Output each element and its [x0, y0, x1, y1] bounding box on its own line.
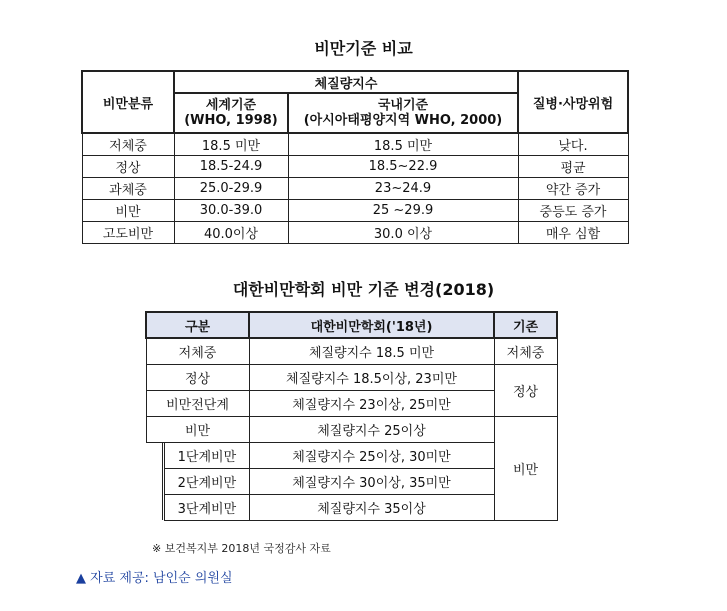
source-note: ※ 보건복지부 2018년 국정감사 자료 [152, 542, 331, 555]
division-cell: 비만전단계 [146, 390, 249, 416]
domestic-cell: 25 ~29.9 [288, 199, 518, 221]
table-row [82, 133, 628, 155]
domestic-cell: 30.0 이상 [288, 221, 518, 243]
category-cell: 과체중 [82, 177, 174, 199]
table-row [82, 155, 628, 177]
header-division: 구분 [146, 312, 249, 338]
table-row [82, 221, 628, 243]
society-cell: 체질량지수 18.5 미만 [249, 338, 494, 364]
risk-cell: 약간 증가 [518, 177, 628, 199]
triangle-up-icon: ▲ [76, 571, 86, 586]
division-cell: 2단계비만 [165, 468, 249, 494]
obesity-criteria-table [81, 70, 629, 244]
standard-cell: 비만 [494, 416, 557, 520]
obesity-criteria-change-table [145, 311, 558, 521]
table-row [146, 364, 557, 390]
society-cell: 체질량지수 25이상, 30미만 [249, 442, 494, 468]
category-cell: 저체중 [82, 133, 174, 155]
world-cell: 18.5 미만 [174, 133, 288, 155]
category-cell: 비만 [82, 199, 174, 221]
risk-cell: 평균 [518, 155, 628, 177]
division-cell: 정상 [146, 364, 249, 390]
domestic-cell: 23~24.9 [288, 177, 518, 199]
society-cell: 체질량지수 25이상 [249, 416, 494, 442]
world-cell: 40.0이상 [174, 221, 288, 243]
header-standard: 기존 [494, 312, 557, 338]
indent-bar [146, 442, 165, 520]
header-world: 세계기준 (WHO, 1998) [174, 93, 288, 133]
division-cell: 3단계비만 [165, 494, 249, 520]
table-row [146, 338, 557, 364]
risk-cell: 낮다. [518, 133, 628, 155]
caption [76, 567, 233, 586]
risk-cell: 매우 심함 [518, 221, 628, 243]
society-cell: 체질량지수 30이상, 35미만 [249, 468, 494, 494]
division-cell: 저체중 [146, 338, 249, 364]
world-cell: 18.5-24.9 [174, 155, 288, 177]
header-domestic: 국내기준 (아시아태평양지역 WHO, 2000) [288, 93, 518, 133]
domestic-cell: 18.5~22.9 [288, 155, 518, 177]
category-cell: 고도비만 [82, 221, 174, 243]
risk-cell: 중등도 증가 [518, 199, 628, 221]
domestic-cell: 18.5 미만 [288, 133, 518, 155]
society-cell: 체질량지수 23이상, 25미만 [249, 390, 494, 416]
division-cell: 1단계비만 [165, 442, 249, 468]
society-cell: 체질량지수 18.5이상, 23미만 [249, 364, 494, 390]
caption-text: 자료 제공: 남인순 의원실 [90, 571, 233, 586]
world-cell: 30.0-39.0 [174, 199, 288, 221]
table-row [146, 416, 557, 442]
header-bmi: 체질량지수 [174, 71, 518, 93]
society-cell: 체질량지수 35이상 [249, 494, 494, 520]
division-cell: 비만 [146, 416, 249, 442]
table-row [82, 199, 628, 221]
header-risk: 질병·사망위험 [518, 71, 628, 133]
header-classification: 비만분류 [82, 71, 174, 133]
category-cell: 정상 [82, 155, 174, 177]
table1-title: 비만기준 비교 [314, 39, 413, 58]
header-society: 대한비만학회('18년) [249, 312, 494, 338]
table2-title: 대한비만학회 비만 기준 변경(2018) [232, 280, 495, 299]
standard-cell: 저체중 [494, 338, 557, 364]
world-cell: 25.0-29.9 [174, 177, 288, 199]
table-row [82, 177, 628, 199]
standard-cell: 정상 [494, 364, 557, 416]
